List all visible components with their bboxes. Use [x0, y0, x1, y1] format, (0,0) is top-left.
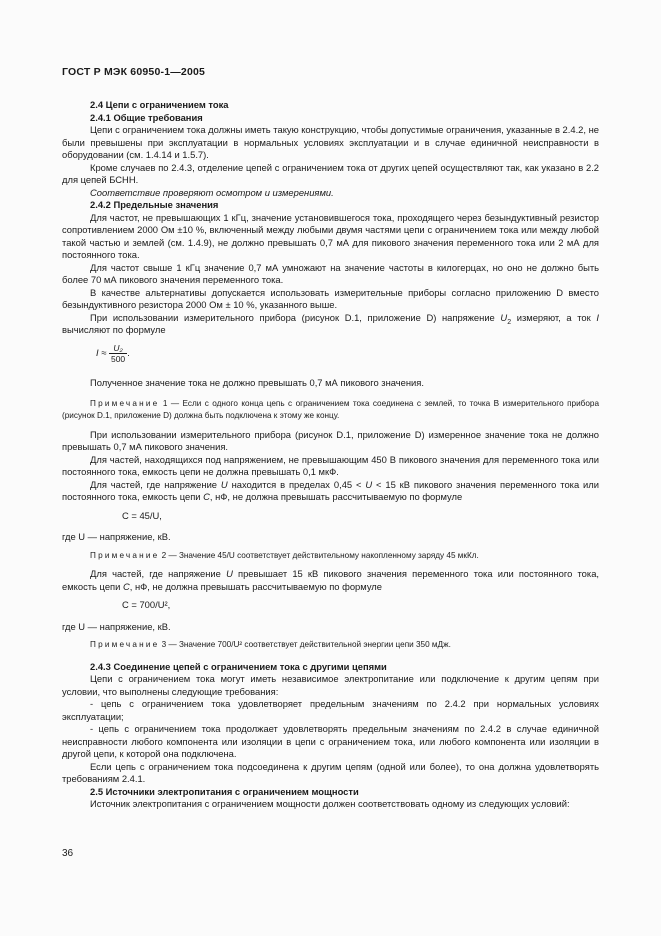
compliance-check-text: Соответствие проверяют осмотром и измерениями. — [90, 186, 334, 198]
paragraph: Если цепь с ограничением тока подсоединена к другим цепям (одной или более), то она должна удовлетворять требованиям 2.4.1. — [62, 760, 599, 785]
paragraph: Для частот свыше 1 кГц значение 0,7 мА умножают на значение частоты в килогерцах, но оно не должно быть более 70 мА пикового значения переменного тока. — [62, 261, 599, 285]
paragraph: Цепи с ограничением тока могут иметь независимое электропитание или подключение к другим цепям при условии, что выполнены следующие требования: — [62, 673, 599, 697]
where-clause: где U — напряжение, кВ. — [62, 620, 171, 632]
section-heading-2-5: 2.5 Источники электропитания с ограничением мощности — [90, 785, 359, 797]
paragraph: Для частот, не превышающих 1 кГц, значение установившегося тока, проходящего через безындуктивный резистор сопротивлением 2000 Ом ±10 %, включенный между любыми двумя частями цепи с ограничением тока или между любой такой частью и землей (см. 1.4.9), не должно превышать 0,7 мА для пикового значения переменного тока или 2 мА для постоянного тока. — [62, 211, 599, 260]
formula-capacitance-1: C = 45/U, — [122, 509, 162, 521]
paragraph: При использовании измерительного прибора (рисунок D.1, приложение D) напряжение $U_2$ измеряют, а ток I вычисляют по формуле — [62, 311, 599, 335]
document-header: ГОСТ Р МЭК 60950-1—2005 — [62, 66, 206, 78]
note-label: Примечание — [90, 550, 160, 560]
paragraph: В качестве альтернативы допускается использовать измерительные приборы согласно приложению D вместо безындуктивного резистора 2000 Ом ± 10 %, указанного выше. — [62, 286, 599, 310]
paragraph: Для частей, находящихся под напряжением, не превышающим 450 В пикового значения для переменного тока или постоянного тока, емкость цепи не должна превышать 0,1 мкФ. — [62, 453, 599, 478]
list-item: - цепь с ограничением тока удовлетворяет предельным значениям по 2.4.2 при нормальных условиях эксплуатации; — [62, 698, 599, 722]
page-number: 36 — [62, 848, 74, 859]
where-clause: где U — напряжение, кВ. — [62, 531, 171, 543]
formula-fraction — [109, 343, 127, 364]
fraction-numerator: U₂ — [109, 343, 127, 354]
document-body — [62, 99, 599, 811]
formula-capacitance-2: C = 700/U², — [122, 599, 171, 611]
note-2: Примечание 2 — Значение 45/U соответствует действительному накопленному заряду 45 мкКл. — [90, 550, 479, 560]
note-1: Примечание 1 — Если с одного конца цепь с ограничением тока соединена с землей, то точка B измерительного прибора (рисунок D.1, приложение D) должна быть подключена к этому же концу. — [62, 399, 599, 421]
list-item: - цепь с ограничением тока продолжает удовлетворять предельным значениям по 2.4.2 в случае единичной неисправности любого компонента или изоляции в цепи с ограничением тока, или любого компонента или изоляции в другой цепи, к которой она подключена. — [62, 723, 599, 760]
note-3: Примечание 3 — Значение 700/U² соответствует действительной энергии цепи 350 мДж. — [90, 640, 451, 650]
paragraph: Цепи с ограничением тока должны иметь такую конструкцию, чтобы допустимые ограничения, указанные в 2.4.2, не были превышены при эксплуатации в нормальных условиях эксплуатации и в случае единичной неисправности в оборудовании (см. 1.4.14 и 1.5.7). — [62, 124, 599, 160]
paragraph: Кроме случаев по 2.4.3, отделение цепей с ограничением тока от других цепей осуществляют так, как указано в 2.2 для цепей БСНН. — [62, 161, 599, 185]
paragraph: Для частей, где напряжение U находится в пределах 0,45 < U < 15 кВ пикового значения переменного тока или постоянного тока, емкость цепи C, нФ, не должна превышать рассчитываемую по формуле — [62, 478, 600, 503]
formula-current: I ≈ $\frac{\text{U₂}}{500}$ . — [96, 342, 130, 364]
paragraph: Для частей, где напряжение U превышает 15 кВ пикового значения переменного тока или постоянного тока, емкость цепи C, нФ, не должна превышать рассчитываемую по формуле — [62, 568, 600, 592]
paragraph: При использовании измерительного прибора (рисунок D.1, приложение D) измеренное значение тока не должно превышать 0,7 мА пикового значения. — [62, 428, 599, 453]
subsection-heading-2-4-3: 2.4.3 Соединение цепей с ограничением тока с другими цепями — [90, 660, 387, 672]
subsection-heading-2-4-2: 2.4.2 Предельные значения — [90, 199, 219, 210]
paragraph: Полученное значение тока не должно превышать 0,7 мА пикового значения. — [90, 376, 424, 388]
formula-lhs: I ≈ — [96, 346, 107, 358]
note-label: Примечание — [90, 399, 160, 408]
note-label: Примечание — [90, 640, 160, 650]
subsection-heading-2-4-1: 2.4.1 Общие требования — [90, 111, 203, 123]
paragraph: Источник электропитания с ограничением мощности должен соответствовать одному из следующих условий: — [90, 798, 570, 810]
fraction-denominator: 500 — [110, 353, 126, 364]
section-heading-2-4: 2.4 Цепи с ограничением тока — [90, 99, 229, 110]
